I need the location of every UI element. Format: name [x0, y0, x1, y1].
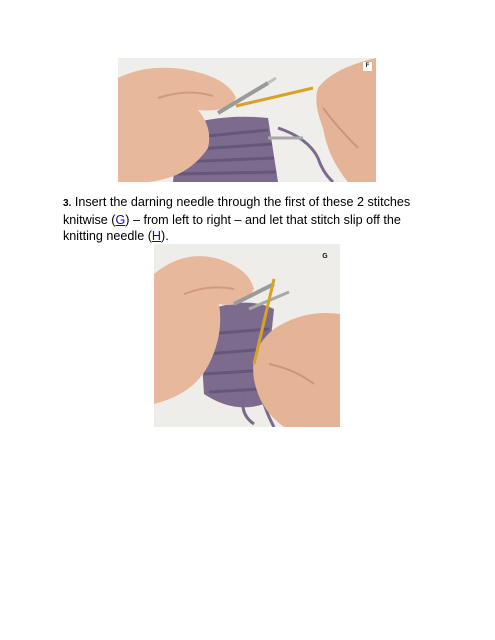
step-text-part-1: Insert the darning needle through the first of these 2 stitches knitwise ( [63, 195, 411, 227]
figure-label: F [363, 62, 372, 71]
knitting-photo-g [154, 244, 340, 427]
figure-label: G [322, 253, 328, 260]
figure-f-photo [118, 58, 376, 182]
figure-g-photo [154, 244, 340, 427]
step-text-part-2: ) – from left to right – and let that stitch slip off the knitting needle ( [63, 213, 401, 243]
instruction-step-3 [63, 194, 443, 244]
step-number: 3. [63, 198, 72, 209]
figure-h-link[interactable]: H [151, 229, 162, 243]
knitting-photo-f [118, 58, 376, 182]
step-text-part-3: ). [161, 229, 169, 243]
figure-g-link[interactable]: G [115, 213, 126, 227]
